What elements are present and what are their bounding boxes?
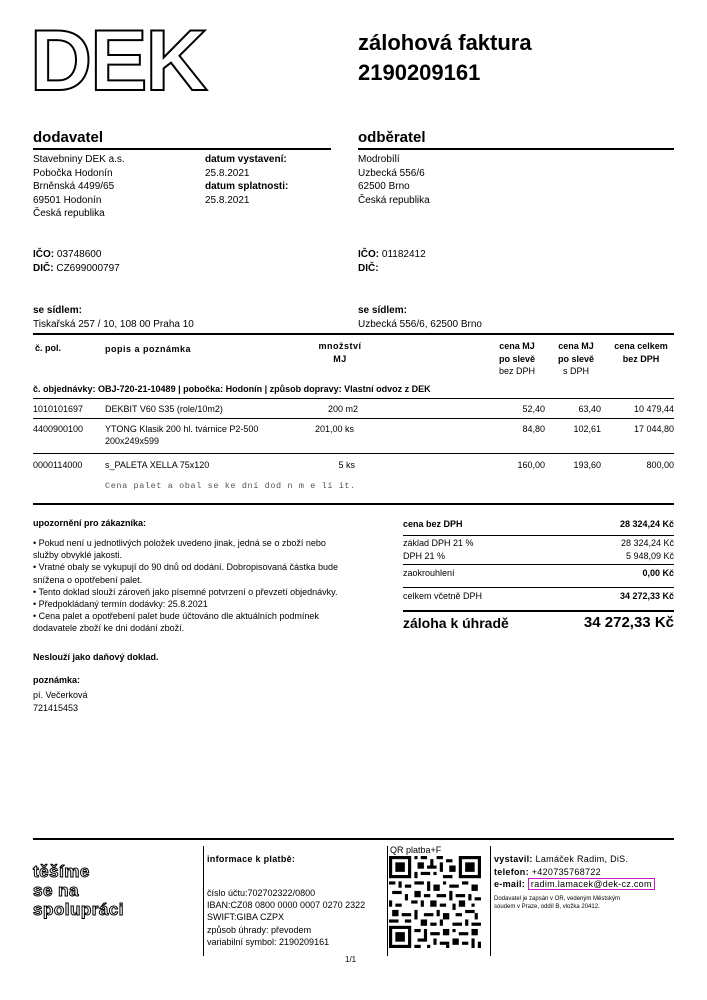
order-rule	[33, 398, 674, 399]
customer-rule	[358, 148, 674, 150]
issuer-block	[494, 853, 655, 891]
notice-line: snížena o opotřebení palet.	[33, 574, 143, 585]
vat-label: DPH 21 %	[403, 551, 446, 561]
notice-text	[33, 537, 338, 635]
supplier-address	[33, 153, 125, 221]
payment-details	[207, 887, 365, 948]
row-rule	[33, 453, 674, 454]
customer-seat	[358, 304, 482, 331]
supplier-line: Stavebniny DEK a.s.	[33, 154, 125, 165]
row-desc: YTONG Klasik 200 hl. tvárnice P2-500	[105, 424, 259, 434]
row-price: 160,00	[517, 460, 545, 470]
row-pos: 1010101697	[33, 404, 84, 414]
notice-line: dodavatele zboží ke dni dodání zboží.	[33, 623, 185, 634]
customer-ico-label: IČO:	[358, 249, 380, 260]
row-qty: 201,00 ks	[314, 424, 354, 434]
row-pos: 0000114000	[33, 460, 83, 470]
col-header-pos: č. pol.	[35, 343, 62, 353]
supplier-line: 69501 Hodonín	[33, 194, 102, 206]
slogan-line: se na	[33, 881, 79, 900]
supplier-heading: dodavatel	[33, 129, 104, 146]
vat-value: 5 948,09 Kč	[625, 551, 674, 561]
note-label: poznámka:	[33, 675, 81, 685]
order-line: č. objednávky: OBJ-720-21-10489 | pobočka: Hodonín | způsob dopravy: Vlastní odvoz z DEK	[33, 384, 431, 394]
dek-logo: DEK	[30, 13, 206, 109]
row-price-vat: 102,61	[573, 424, 601, 434]
notice-line: • Vratné obaly se vykupují do 90 dnů od dodání. Dobropisovaná částka bude	[33, 562, 339, 573]
row-price: 52,40	[522, 404, 545, 414]
row-desc: DEKBIT V60 S35 (role/10m2)	[105, 404, 223, 414]
row-price-vat: 193,60	[573, 460, 601, 470]
row-price: 84,80	[522, 424, 545, 434]
qr-divider-left	[387, 846, 388, 956]
row-desc-2: 200x249x599	[105, 436, 160, 446]
note-line: pí. Večerková	[33, 690, 88, 700]
email-link[interactable]: radim.lamacek@dek-cz.com	[528, 878, 655, 890]
payment-line: SWIFT:GIBA CZPX	[207, 912, 285, 923]
supplier-line: Česká republika	[33, 208, 105, 220]
registry-line: soudem v Praze, oddíl B, vložka 20412.	[494, 903, 600, 910]
customer-line: Modrobílí	[358, 154, 400, 165]
col-header-price-2: po slevě	[498, 353, 536, 364]
table-row	[0, 424, 707, 450]
notice-line: • Cena palet a opotřebení palet bude účtováno dle aktuálních podmínek	[33, 611, 319, 622]
row-total: 17 044,80	[633, 424, 674, 434]
not-tax-document: Neslouží jako daňový doklad.	[33, 652, 159, 662]
note-line: 721415453	[33, 702, 79, 713]
row-total: 10 479,44	[633, 404, 674, 414]
col-header-price-vat	[547, 340, 605, 378]
customer-seat-label: se sídlem:	[358, 305, 407, 316]
base-label: základ DPH 21 %	[403, 538, 474, 548]
payment-line: způsob úhrady: převodem	[207, 924, 312, 935]
document-number: 2190209161	[358, 60, 481, 85]
row-qty: 200 m2	[327, 404, 358, 414]
payment-line: variabilní symbol: 2190209161	[207, 936, 330, 947]
qr-label: QR platba+F	[390, 845, 442, 855]
page-number: 1/1	[345, 955, 357, 964]
row-qty: 5 ks	[338, 460, 355, 470]
note-text	[33, 689, 88, 714]
supplier-seat	[33, 304, 194, 331]
slogan	[33, 862, 124, 919]
due-label: datum splatnosti:	[205, 181, 289, 193]
supplier-rule	[33, 148, 331, 150]
base-value: 28 324,24 Kč	[620, 538, 674, 548]
customer-dic-label: DIČ:	[358, 262, 379, 274]
notice-heading: upozornění pro zákazníka:	[33, 518, 147, 528]
rounding-label: zaokrouhlení	[403, 568, 455, 578]
supplier-seat-label: se sídlem:	[33, 305, 82, 316]
payment-line: číslo účtu:702702322/0800	[207, 888, 316, 898]
customer-ico: 01182412	[381, 249, 426, 260]
col-header-price-vat-2: po slevě	[557, 353, 595, 364]
col-header-total	[606, 340, 676, 365]
col-header-desc: popis a poznámka	[105, 344, 192, 354]
footer-rule	[33, 838, 674, 840]
row-pos: 4400900100	[33, 424, 84, 434]
row-price-vat: 63,40	[578, 404, 601, 414]
rounding-value: 0,00 Kč	[642, 568, 674, 578]
amount-due-value: 34 272,33 Kč	[583, 614, 674, 631]
issued-label: datum vystavení:	[205, 154, 287, 165]
registry-line: Dodavatel je zapsán v OR, vedeným Městským	[494, 896, 621, 902]
col-header-price-1: cena MJ	[499, 341, 535, 351]
customer-ids	[358, 248, 426, 275]
supplier-dic: CZ699000797	[56, 262, 120, 274]
summary-box	[403, 519, 674, 639]
slogan-line: těšíme	[33, 862, 90, 881]
table-row	[0, 404, 707, 418]
col-header-qty-1: množství	[318, 341, 362, 351]
col-header-qty	[305, 340, 375, 366]
issued-value: 25.8.2021	[205, 167, 250, 179]
supplier-dic-label: DIČ:	[33, 262, 54, 274]
row-total: 800,00	[646, 460, 674, 470]
payment-divider-left	[203, 846, 204, 956]
amount-due-label: záloha k úhradě	[403, 615, 509, 631]
qr-code-icon	[389, 856, 481, 948]
customer-line: Česká republika	[358, 194, 430, 206]
col-header-total-2: bez DPH	[622, 353, 660, 364]
col-header-price	[487, 340, 547, 378]
slogan-line: spolupráci	[33, 900, 124, 919]
row-desc: s_PALETA XELLA 75x120	[105, 460, 210, 470]
supplier-seat-value: Tiskařská 257 / 10, 108 00 Praha 10	[33, 318, 194, 330]
net-value: 28 324,24 Kč	[619, 519, 674, 529]
supplier-ico: 03748600	[56, 249, 102, 260]
supplier-ico-label: IČO:	[33, 249, 55, 260]
gross-value: 34 272,33 Kč	[619, 591, 674, 601]
payment-line: IBAN:CZ08 0800 0000 0007 0270 2322	[207, 900, 366, 911]
notice-line: služby obvyklé jakosti.	[33, 550, 123, 561]
table-bottom-rule	[33, 503, 674, 505]
issuer-divider-left	[490, 846, 491, 956]
col-header-qty-2: MJ	[333, 354, 347, 364]
customer-heading: odběratel	[358, 129, 426, 146]
due-value: 25.8.2021	[205, 194, 250, 206]
supplier-line: Brněnská 4499/65	[33, 181, 115, 193]
notice-line: • Pokud není u jednotlivých položek uvedeno jinak, jedná se o zboží nebo	[33, 538, 326, 548]
customer-address	[358, 153, 430, 207]
pallet-note: Cena palet a obal se ke dní dod n m e lí it.	[105, 481, 356, 491]
col-header-price-3: bez DPH	[498, 366, 535, 376]
gross-label: celkem včetně DPH	[403, 591, 483, 601]
supplier-line: Pobočka Hodonín	[33, 167, 113, 179]
phone-value: +420735768722	[531, 866, 601, 877]
col-header-price-vat-1: cena MJ	[558, 341, 594, 351]
supplier-ids	[33, 248, 120, 275]
customer-line: 62500 Brno	[358, 181, 410, 193]
table-row	[0, 460, 707, 474]
col-header-total-1: cena celkem	[614, 341, 668, 351]
issuer-name: Lamáček Radim, DiS.	[535, 854, 629, 864]
notice-line: • Předpokládaný termín dodávky: 25.8.2021	[33, 599, 208, 610]
document-title: zálohová faktura	[358, 30, 532, 55]
customer-seat-value: Uzbecká 556/6, 62500 Brno	[358, 318, 482, 330]
notice-line: • Tento doklad slouží zároveň jako písemné potvrzení o převzetí objednávky.	[33, 586, 338, 597]
table-top-rule	[33, 333, 674, 335]
registry-note	[494, 896, 620, 911]
net-label: cena bez DPH	[403, 519, 463, 529]
col-header-price-vat-3: s DPH	[562, 366, 589, 376]
payment-heading: informace k platbě:	[207, 854, 296, 864]
phone-label: telefon:	[494, 866, 529, 877]
row-rule	[33, 418, 674, 419]
customer-line: Uzbecká 556/6	[358, 167, 425, 179]
issuer-label: vystavil:	[494, 854, 533, 864]
email-label: e-mail:	[494, 879, 526, 889]
dates-block	[205, 153, 288, 207]
